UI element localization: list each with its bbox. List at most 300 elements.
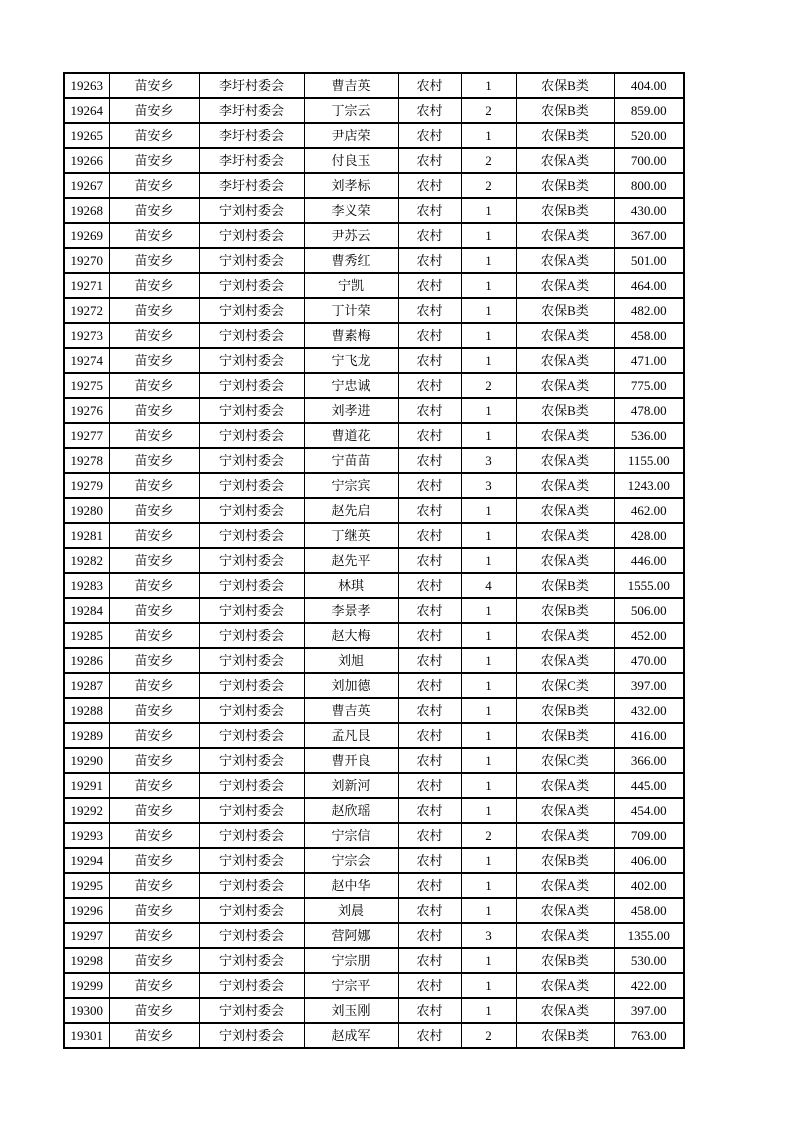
record-id-cell: 19297 — [64, 923, 109, 948]
residence-type-cell: 农村 — [398, 723, 461, 748]
village-committee-cell: 宁刘村委会 — [199, 223, 304, 248]
insurance-category-cell: 农保A类 — [516, 323, 614, 348]
person-name-cell: 宁凯 — [304, 273, 398, 298]
township-cell: 苗安乡 — [109, 723, 199, 748]
table-row — [64, 998, 684, 1023]
person-name-cell: 曹吉英 — [304, 73, 398, 98]
residence-type-cell: 农村 — [398, 398, 461, 423]
person-name-cell: 宁宗信 — [304, 823, 398, 848]
village-committee-cell: 李圩村委会 — [199, 98, 304, 123]
amount-cell: 1155.00 — [614, 448, 684, 473]
record-id-cell: 19276 — [64, 398, 109, 423]
person-name-cell: 营阿娜 — [304, 923, 398, 948]
record-id-cell: 19275 — [64, 373, 109, 398]
amount-cell: 859.00 — [614, 98, 684, 123]
residence-type-cell: 农村 — [398, 448, 461, 473]
insurance-category-cell: 农保B类 — [516, 123, 614, 148]
residence-type-cell: 农村 — [398, 773, 461, 798]
village-committee-cell: 宁刘村委会 — [199, 998, 304, 1023]
insurance-category-cell: 农保A类 — [516, 373, 614, 398]
residence-type-cell: 农村 — [398, 123, 461, 148]
person-count-cell: 1 — [461, 298, 516, 323]
record-id-cell: 19286 — [64, 648, 109, 673]
person-name-cell: 刘加德 — [304, 673, 398, 698]
village-committee-cell: 宁刘村委会 — [199, 423, 304, 448]
residence-type-cell: 农村 — [398, 748, 461, 773]
township-cell: 苗安乡 — [109, 623, 199, 648]
amount-cell: 471.00 — [614, 348, 684, 373]
person-count-cell: 1 — [461, 598, 516, 623]
person-count-cell: 3 — [461, 923, 516, 948]
record-id-cell: 19269 — [64, 223, 109, 248]
amount-cell: 506.00 — [614, 598, 684, 623]
record-id-cell: 19270 — [64, 248, 109, 273]
record-id-cell: 19279 — [64, 473, 109, 498]
village-committee-cell: 宁刘村委会 — [199, 298, 304, 323]
table-row — [64, 448, 684, 473]
table-row — [64, 648, 684, 673]
amount-cell: 406.00 — [614, 848, 684, 873]
village-committee-cell: 宁刘村委会 — [199, 898, 304, 923]
township-cell: 苗安乡 — [109, 398, 199, 423]
record-id-cell: 19298 — [64, 948, 109, 973]
insurance-category-cell: 农保A类 — [516, 898, 614, 923]
record-id-cell: 19295 — [64, 873, 109, 898]
amount-cell: 501.00 — [614, 248, 684, 273]
amount-cell: 397.00 — [614, 673, 684, 698]
person-name-cell: 赵先平 — [304, 548, 398, 573]
residence-type-cell: 农村 — [398, 548, 461, 573]
person-name-cell: 宁宗朋 — [304, 948, 398, 973]
record-id-cell: 19299 — [64, 973, 109, 998]
person-count-cell: 1 — [461, 698, 516, 723]
record-id-cell: 19288 — [64, 698, 109, 723]
amount-cell: 536.00 — [614, 423, 684, 448]
table-row — [64, 923, 684, 948]
person-name-cell: 李义荣 — [304, 198, 398, 223]
person-count-cell: 1 — [461, 323, 516, 348]
township-cell: 苗安乡 — [109, 198, 199, 223]
person-name-cell: 曹吉英 — [304, 698, 398, 723]
table-row — [64, 973, 684, 998]
amount-cell: 1555.00 — [614, 573, 684, 598]
amount-cell: 422.00 — [614, 973, 684, 998]
residence-type-cell: 农村 — [398, 148, 461, 173]
amount-cell: 430.00 — [614, 198, 684, 223]
person-count-cell: 1 — [461, 798, 516, 823]
table-row — [64, 373, 684, 398]
table-row — [64, 98, 684, 123]
residence-type-cell: 农村 — [398, 473, 461, 498]
insurance-category-cell: 农保B类 — [516, 598, 614, 623]
amount-cell: 402.00 — [614, 873, 684, 898]
township-cell: 苗安乡 — [109, 523, 199, 548]
record-id-cell: 19266 — [64, 148, 109, 173]
township-cell: 苗安乡 — [109, 73, 199, 98]
insurance-category-cell: 农保B类 — [516, 573, 614, 598]
record-id-cell: 19272 — [64, 298, 109, 323]
person-count-cell: 1 — [461, 873, 516, 898]
person-name-cell: 曹开良 — [304, 748, 398, 773]
person-count-cell: 1 — [461, 748, 516, 773]
person-count-cell: 1 — [461, 73, 516, 98]
residence-type-cell: 农村 — [398, 898, 461, 923]
township-cell: 苗安乡 — [109, 323, 199, 348]
person-count-cell: 2 — [461, 823, 516, 848]
insurance-category-cell: 农保A类 — [516, 998, 614, 1023]
township-cell: 苗安乡 — [109, 823, 199, 848]
village-committee-cell: 宁刘村委会 — [199, 848, 304, 873]
amount-cell: 366.00 — [614, 748, 684, 773]
insurance-category-cell: 农保A类 — [516, 973, 614, 998]
insurance-category-cell: 农保A类 — [516, 248, 614, 273]
village-committee-cell: 宁刘村委会 — [199, 748, 304, 773]
amount-cell: 432.00 — [614, 698, 684, 723]
person-name-cell: 刘孝标 — [304, 173, 398, 198]
record-id-cell: 19264 — [64, 98, 109, 123]
residence-type-cell: 农村 — [398, 948, 461, 973]
amount-cell: 763.00 — [614, 1023, 684, 1048]
amount-cell: 404.00 — [614, 73, 684, 98]
township-cell: 苗安乡 — [109, 223, 199, 248]
township-cell: 苗安乡 — [109, 423, 199, 448]
table-row — [64, 548, 684, 573]
residence-type-cell: 农村 — [398, 373, 461, 398]
table-row — [64, 248, 684, 273]
village-committee-cell: 宁刘村委会 — [199, 573, 304, 598]
table-row — [64, 623, 684, 648]
insurance-category-cell: 农保A类 — [516, 448, 614, 473]
table-row — [64, 823, 684, 848]
record-id-cell: 19301 — [64, 1023, 109, 1048]
person-count-cell: 2 — [461, 98, 516, 123]
village-committee-cell: 宁刘村委会 — [199, 273, 304, 298]
person-name-cell: 宁苗苗 — [304, 448, 398, 473]
insurance-category-cell: 农保B类 — [516, 198, 614, 223]
insurance-category-cell: 农保A类 — [516, 798, 614, 823]
records-table — [63, 72, 685, 1049]
residence-type-cell: 农村 — [398, 648, 461, 673]
table-row — [64, 848, 684, 873]
person-name-cell: 宁飞龙 — [304, 348, 398, 373]
township-cell: 苗安乡 — [109, 698, 199, 723]
residence-type-cell: 农村 — [398, 623, 461, 648]
residence-type-cell: 农村 — [398, 498, 461, 523]
person-count-cell: 2 — [461, 1023, 516, 1048]
insurance-category-cell: 农保B类 — [516, 298, 614, 323]
amount-cell: 452.00 — [614, 623, 684, 648]
residence-type-cell: 农村 — [398, 698, 461, 723]
village-committee-cell: 宁刘村委会 — [199, 798, 304, 823]
village-committee-cell: 宁刘村委会 — [199, 723, 304, 748]
insurance-category-cell: 农保A类 — [516, 648, 614, 673]
village-committee-cell: 宁刘村委会 — [199, 598, 304, 623]
person-count-cell: 1 — [461, 898, 516, 923]
table-row — [64, 873, 684, 898]
person-name-cell: 孟凡艮 — [304, 723, 398, 748]
township-cell: 苗安乡 — [109, 498, 199, 523]
township-cell: 苗安乡 — [109, 573, 199, 598]
person-count-cell: 1 — [461, 648, 516, 673]
person-count-cell: 1 — [461, 273, 516, 298]
township-cell: 苗安乡 — [109, 798, 199, 823]
insurance-category-cell: 农保A类 — [516, 548, 614, 573]
insurance-category-cell: 农保A类 — [516, 923, 614, 948]
table-row — [64, 573, 684, 598]
record-id-cell: 19287 — [64, 673, 109, 698]
amount-cell: 1243.00 — [614, 473, 684, 498]
person-name-cell: 李景孝 — [304, 598, 398, 623]
table-row — [64, 473, 684, 498]
township-cell: 苗安乡 — [109, 848, 199, 873]
person-count-cell: 1 — [461, 198, 516, 223]
record-id-cell: 19273 — [64, 323, 109, 348]
residence-type-cell: 农村 — [398, 423, 461, 448]
person-count-cell: 1 — [461, 948, 516, 973]
table-row — [64, 273, 684, 298]
person-count-cell: 2 — [461, 148, 516, 173]
insurance-category-cell: 农保A类 — [516, 623, 614, 648]
residence-type-cell: 农村 — [398, 348, 461, 373]
township-cell: 苗安乡 — [109, 123, 199, 148]
person-count-cell: 1 — [461, 348, 516, 373]
record-id-cell: 19289 — [64, 723, 109, 748]
table-row — [64, 73, 684, 98]
residence-type-cell: 农村 — [398, 573, 461, 598]
record-id-cell: 19282 — [64, 548, 109, 573]
table-row — [64, 298, 684, 323]
village-committee-cell: 宁刘村委会 — [199, 773, 304, 798]
person-name-cell: 丁继英 — [304, 523, 398, 548]
record-id-cell: 19271 — [64, 273, 109, 298]
person-count-cell: 1 — [461, 773, 516, 798]
person-name-cell: 刘孝进 — [304, 398, 398, 423]
village-committee-cell: 宁刘村委会 — [199, 623, 304, 648]
insurance-category-cell: 农保A类 — [516, 498, 614, 523]
amount-cell: 700.00 — [614, 148, 684, 173]
insurance-category-cell: 农保C类 — [516, 673, 614, 698]
record-id-cell: 19268 — [64, 198, 109, 223]
amount-cell: 454.00 — [614, 798, 684, 823]
amount-cell: 709.00 — [614, 823, 684, 848]
table-row — [64, 223, 684, 248]
insurance-category-cell: 农保B类 — [516, 723, 614, 748]
amount-cell: 462.00 — [614, 498, 684, 523]
township-cell: 苗安乡 — [109, 173, 199, 198]
table-row — [64, 123, 684, 148]
residence-type-cell: 农村 — [398, 598, 461, 623]
person-count-cell: 2 — [461, 373, 516, 398]
amount-cell: 800.00 — [614, 173, 684, 198]
insurance-category-cell: 农保A类 — [516, 473, 614, 498]
village-committee-cell: 宁刘村委会 — [199, 823, 304, 848]
person-count-cell: 1 — [461, 848, 516, 873]
insurance-category-cell: 农保A类 — [516, 348, 614, 373]
record-id-cell: 19281 — [64, 523, 109, 548]
person-name-cell: 尹店荣 — [304, 123, 398, 148]
table-row — [64, 748, 684, 773]
amount-cell: 446.00 — [614, 548, 684, 573]
insurance-category-cell: 农保B类 — [516, 698, 614, 723]
person-count-cell: 1 — [461, 998, 516, 1023]
person-name-cell: 刘新河 — [304, 773, 398, 798]
village-committee-cell: 宁刘村委会 — [199, 448, 304, 473]
record-id-cell: 19263 — [64, 73, 109, 98]
table-row — [64, 498, 684, 523]
table-row — [64, 173, 684, 198]
village-committee-cell: 宁刘村委会 — [199, 873, 304, 898]
residence-type-cell: 农村 — [398, 173, 461, 198]
table-row — [64, 698, 684, 723]
table-row — [64, 673, 684, 698]
village-committee-cell: 宁刘村委会 — [199, 948, 304, 973]
person-name-cell: 刘晨 — [304, 898, 398, 923]
person-count-cell: 1 — [461, 973, 516, 998]
person-name-cell: 丁宗云 — [304, 98, 398, 123]
person-count-cell: 3 — [461, 473, 516, 498]
township-cell: 苗安乡 — [109, 873, 199, 898]
insurance-category-cell: 农保A类 — [516, 523, 614, 548]
person-count-cell: 3 — [461, 448, 516, 473]
person-name-cell: 曹道花 — [304, 423, 398, 448]
township-cell: 苗安乡 — [109, 148, 199, 173]
insurance-category-cell: 农保A类 — [516, 223, 614, 248]
table-row — [64, 723, 684, 748]
person-count-cell: 1 — [461, 673, 516, 698]
residence-type-cell: 农村 — [398, 998, 461, 1023]
township-cell: 苗安乡 — [109, 448, 199, 473]
township-cell: 苗安乡 — [109, 348, 199, 373]
township-cell: 苗安乡 — [109, 298, 199, 323]
person-name-cell: 尹苏云 — [304, 223, 398, 248]
person-count-cell: 1 — [461, 523, 516, 548]
record-id-cell: 19267 — [64, 173, 109, 198]
insurance-category-cell: 农保B类 — [516, 398, 614, 423]
village-committee-cell: 宁刘村委会 — [199, 698, 304, 723]
village-committee-cell: 宁刘村委会 — [199, 973, 304, 998]
insurance-category-cell: 农保B类 — [516, 98, 614, 123]
person-count-cell: 1 — [461, 398, 516, 423]
township-cell: 苗安乡 — [109, 998, 199, 1023]
village-committee-cell: 李圩村委会 — [199, 73, 304, 98]
township-cell: 苗安乡 — [109, 973, 199, 998]
amount-cell: 520.00 — [614, 123, 684, 148]
residence-type-cell: 农村 — [398, 848, 461, 873]
village-committee-cell: 宁刘村委会 — [199, 1023, 304, 1048]
residence-type-cell: 农村 — [398, 323, 461, 348]
residence-type-cell: 农村 — [398, 798, 461, 823]
township-cell: 苗安乡 — [109, 473, 199, 498]
insurance-category-cell: 农保A类 — [516, 873, 614, 898]
person-name-cell: 赵中华 — [304, 873, 398, 898]
residence-type-cell: 农村 — [398, 273, 461, 298]
village-committee-cell: 宁刘村委会 — [199, 523, 304, 548]
person-name-cell: 付良玉 — [304, 148, 398, 173]
village-committee-cell: 宁刘村委会 — [199, 648, 304, 673]
table-row — [64, 773, 684, 798]
residence-type-cell: 农村 — [398, 73, 461, 98]
person-name-cell: 赵成军 — [304, 1023, 398, 1048]
insurance-category-cell: 农保A类 — [516, 273, 614, 298]
person-name-cell: 宁宗宾 — [304, 473, 398, 498]
residence-type-cell: 农村 — [398, 1023, 461, 1048]
person-count-cell: 4 — [461, 573, 516, 598]
person-name-cell: 丁计荣 — [304, 298, 398, 323]
township-cell: 苗安乡 — [109, 273, 199, 298]
record-id-cell: 19284 — [64, 598, 109, 623]
village-committee-cell: 宁刘村委会 — [199, 673, 304, 698]
residence-type-cell: 农村 — [398, 98, 461, 123]
amount-cell: 482.00 — [614, 298, 684, 323]
record-id-cell: 19296 — [64, 898, 109, 923]
table-row — [64, 398, 684, 423]
record-id-cell: 19300 — [64, 998, 109, 1023]
amount-cell: 367.00 — [614, 223, 684, 248]
person-name-cell: 赵先启 — [304, 498, 398, 523]
residence-type-cell: 农村 — [398, 673, 461, 698]
person-count-cell: 2 — [461, 173, 516, 198]
record-id-cell: 19277 — [64, 423, 109, 448]
insurance-category-cell: 农保A类 — [516, 423, 614, 448]
village-committee-cell: 宁刘村委会 — [199, 923, 304, 948]
amount-cell: 458.00 — [614, 898, 684, 923]
insurance-category-cell: 农保A类 — [516, 773, 614, 798]
record-id-cell: 19285 — [64, 623, 109, 648]
village-committee-cell: 宁刘村委会 — [199, 198, 304, 223]
amount-cell: 458.00 — [614, 323, 684, 348]
person-name-cell: 宁忠诚 — [304, 373, 398, 398]
record-id-cell: 19283 — [64, 573, 109, 598]
person-name-cell: 曹秀红 — [304, 248, 398, 273]
record-id-cell: 19274 — [64, 348, 109, 373]
amount-cell: 397.00 — [614, 998, 684, 1023]
table-row — [64, 348, 684, 373]
table-row — [64, 1023, 684, 1048]
village-committee-cell: 李圩村委会 — [199, 173, 304, 198]
record-id-cell: 19265 — [64, 123, 109, 148]
residence-type-cell: 农村 — [398, 248, 461, 273]
village-committee-cell: 宁刘村委会 — [199, 373, 304, 398]
residence-type-cell: 农村 — [398, 298, 461, 323]
table-row — [64, 323, 684, 348]
residence-type-cell: 农村 — [398, 973, 461, 998]
village-committee-cell: 宁刘村委会 — [199, 548, 304, 573]
insurance-category-cell: 农保B类 — [516, 1023, 614, 1048]
residence-type-cell: 农村 — [398, 873, 461, 898]
insurance-category-cell: 农保A类 — [516, 148, 614, 173]
person-count-cell: 1 — [461, 223, 516, 248]
township-cell: 苗安乡 — [109, 898, 199, 923]
table-row — [64, 198, 684, 223]
record-id-cell: 19292 — [64, 798, 109, 823]
residence-type-cell: 农村 — [398, 198, 461, 223]
township-cell: 苗安乡 — [109, 748, 199, 773]
amount-cell: 478.00 — [614, 398, 684, 423]
table-row — [64, 148, 684, 173]
insurance-category-cell: 农保B类 — [516, 948, 614, 973]
person-name-cell: 宁宗平 — [304, 973, 398, 998]
amount-cell: 416.00 — [614, 723, 684, 748]
person-count-cell: 1 — [461, 423, 516, 448]
insurance-category-cell: 农保A类 — [516, 823, 614, 848]
table-row — [64, 798, 684, 823]
village-committee-cell: 李圩村委会 — [199, 148, 304, 173]
amount-cell: 428.00 — [614, 523, 684, 548]
table-row — [64, 948, 684, 973]
township-cell: 苗安乡 — [109, 948, 199, 973]
amount-cell: 470.00 — [614, 648, 684, 673]
person-count-cell: 1 — [461, 498, 516, 523]
